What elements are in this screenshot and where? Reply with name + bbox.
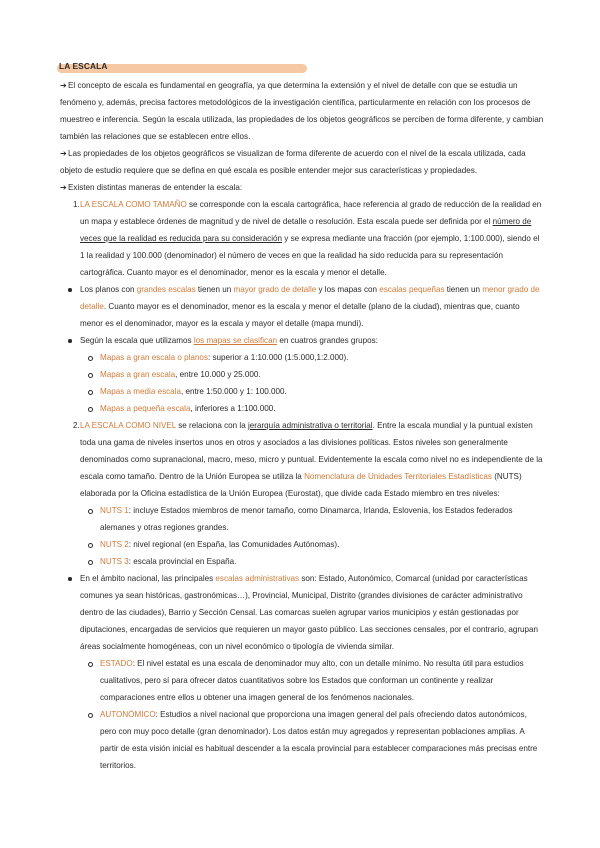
bullet-planos: Los planos con grandes escalas tienen un mayor grado de detalle y los mapas con escalas pequeñas tienen un menor grado de detalle. Cuanto mayor es el denominador, menor es la escala y menor el detalle (plano de la ciudad), mientras que, cuanto menor es el denominador, mayor es la escala y mayor el detalle (mapa mundi).: [60, 281, 544, 332]
document-body: [60, 77, 544, 774]
page-title: LA ESCALA: [59, 61, 108, 71]
sub-item: Mapas a gran escala o planos: superior a 1:10.000 (1:5.000,1:2.000).: [60, 349, 544, 366]
sub-item: AUTONÓMICO: Estudios a nivel nacional que proporciona una imagen general del país ofreciendo datos autonómicos, pero con muy poco detalle (gran denominador). Los datos están muy agregados y representan poblaciones amplias. A partir de esta visión inicial es habitual descender a la escala provincial para establecer comparaciones más precisas entre territorios.: [60, 706, 544, 774]
term-escala-nivel: LA ESCALA COMO NIVEL: [80, 421, 176, 430]
bullet-clasificacion: Según la escala que utilizamos los mapas se clasifican en cuatros grandes grupos:: [60, 332, 544, 349]
list-item-escala-nivel: 2. LA ESCALA COMO NIVEL se relaciona con la jerarquía administrativa o territorial. Entre la escala mundial y la puntual existen toda una gama de niveles insertos unos en otros y asociados a las divisiones políticas. Estos niveles son generalmente denominados como supranacional, macro, meso, micro y puntual. Evidentemente la escala como nivel no es independiente de la escala como tamaño. Dentro de la Unión Europea se utiliza la Nomenclatura de Unidades Territoriales Estadísticas (NUTS) elaborada por la Oficina estadística de la Unión Europea (Eurostat), que divide cada Estado miembro en tres niveles:: [73, 421, 543, 498]
sub-item: Mapas a gran escala, entre 10.000 y 25.000.: [60, 366, 544, 383]
sub-item: NUTS 2: nivel regional (en España, las Comunidades Autónomas).: [60, 536, 544, 553]
sub-item: NUTS 1: incluye Estados miembros de menor tamaño, como Dinamarca, Irlanda, Eslovenia, los Estados federados alemanes y otras regiones grandes.: [60, 502, 544, 536]
term-escala-tamano: LA ESCALA COMO TAMAÑO: [80, 200, 187, 209]
sub-item: ESTADO: El nivel estatal es una escala de denominador muy alto, con un detalle mínimo. No resulta útil para estudios cualitativos, pero sí para ofrecer datos cuantitativos sobre los Estados que conforman un continente y realizar comparaciones entre ellos u obtener una imagen general de los fenómenos nacionales.: [60, 655, 544, 706]
arrow-icon: ➔: [60, 149, 67, 158]
sub-item: NUTS 3: escala provincial en España.: [60, 553, 544, 570]
sub-item: Mapas a pequeña escala, inferiores a 1:100.000.: [60, 400, 544, 417]
intro-paragraph-3: ➔Existen distintas maneras de entender la escala:: [60, 179, 544, 196]
sub-item: Mapas a media escala, entre 1:50.000 y 1: 100.000.: [60, 383, 544, 400]
intro-paragraph-2: ➔Las propiedades de los objetos geográficos se visualizan de forma diferente de acuerdo con el nivel de la escala utilizada, cada objeto de estudio requiere que se defina en qué escala es posible entender mejor sus características y propiedades.: [60, 145, 544, 179]
list-item-escala-tamano: 1. LA ESCALA COMO TAMAÑO se corresponde con la escala cartográfica, hace referencia al grado de reducción de la realidad en un mapa y establece órdenes de magnitud y de nivel de detalle o resolución. Esta escala puede ser definida por el número de veces que la realidad es reducida para su consideración y se expresa mediante una fracción (por ejemplo, 1:100.000), siendo el 1 la realidad y 100.000 (denominador) el número de veces en que la realidad ha sido reducida para su representación cartográfica. Cuanto mayor es el denominador, menor es la escala y menor el detalle.: [73, 200, 542, 277]
arrow-icon: ➔: [60, 81, 67, 90]
bullet-ambito-nacional: En el ámbito nacional, las principales escalas administrativas son: Estado, Autonómico, Comarcal (unidad por características comunes ya sean históricas, gastronómicas…), Provincial, Municipal, Distrito (grandes divisiones de carácter administrativo dentro de las ciudades), Barrio y Sección Censal. Las comarcas suelen agrupar varios municipios y están gestionadas por diputaciones, encargadas de servicios que requieren un mayor gasto público. Las secciones censales, por el contrario, agrupan áreas socialmente homogéneas, con un nivel económico o tipología de vivienda similar.: [60, 570, 544, 655]
arrow-icon: ➔: [60, 183, 67, 192]
intro-paragraph-1: ➔El concepto de escala es fundamental en geografía, ya que determina la extensión y el nivel de detalle con que se estudia un fenómeno y, además, precisa factores metodológicos de la investigación científica, particularmente en relación con los procesos de muestreo e inferencia. Según la escala utilizada, las propiedades de los objetos geográficos se perciben de forma diferente, y cambian también las relaciones que se establecen entre ellos.: [60, 77, 544, 145]
title-block: [57, 58, 357, 74]
